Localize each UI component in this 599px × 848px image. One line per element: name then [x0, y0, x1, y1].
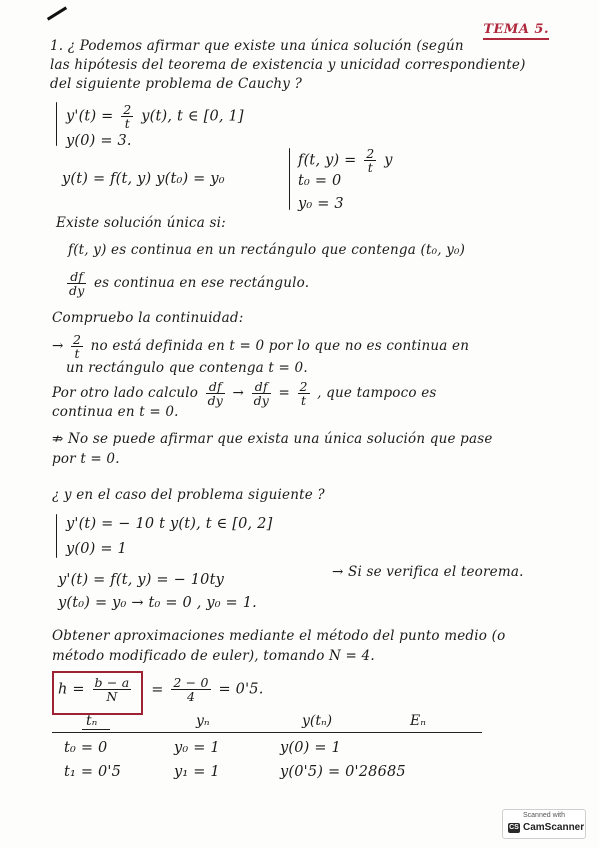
- table-row-0-y: y₀ = 1: [174, 740, 220, 756]
- table-rule: [52, 732, 482, 733]
- continuity-line-2: un rectángulo que contenga t = 0.: [66, 360, 308, 376]
- continuity-line-4: continua en t = 0.: [52, 404, 179, 420]
- table-header-yn: yₙ: [196, 713, 210, 729]
- problem-mapping: y(t) = f(t, y) y(t₀) = y₀: [62, 171, 225, 187]
- conclusion-line-1: ⇏ No se puede afirmar que exista una única solución que pase: [52, 431, 493, 447]
- mapping-y0: y₀ = 3: [298, 196, 344, 212]
- mapping-f: f(t, y) = $\frac{2}{t}$ y: [298, 146, 393, 176]
- system-1-equation: y'(t) = $\frac{2}{t}$ y(t), t ∈ [0, 1]: [66, 102, 244, 132]
- table-row-0-exact: y(0) = 1: [280, 740, 341, 756]
- continuity-line-3: Por otro lado calculo $\frac{df}{dy}$ → $\frac{df}{dy}$ = $\frac{2}{t}$ , que tampoco es: [52, 379, 437, 409]
- system-2-initial-condition: y(0) = 1: [66, 541, 127, 557]
- continuity-title: Compruebo la continuidad:: [52, 310, 244, 326]
- table-row-1-exact: y(0'5) = 0'28685: [280, 764, 406, 780]
- table-row-1-t: t₁ = 0'5: [64, 764, 122, 780]
- mapping-brace: [289, 148, 290, 210]
- mapping-t0: t₀ = 0: [298, 173, 342, 189]
- topic-heading: TEMA 5.: [483, 22, 549, 37]
- system-brace: [56, 102, 57, 146]
- table-row-0-t: t₀ = 0: [64, 740, 108, 756]
- condition-1: f(t, y) es continua en un rectángulo que contenga (t₀, y₀): [68, 242, 466, 258]
- continuity-line-1: → $\frac{2}{t}$ no está definida en t = 0 por lo que no es continua en: [52, 332, 470, 362]
- approximation-line-2: método modificado de euler), tomando N = 4.: [52, 648, 375, 664]
- table-row-1-y: y₁ = 1: [174, 764, 220, 780]
- header-underline: [82, 729, 110, 730]
- system-1-initial-condition: y(0) = 3.: [66, 133, 132, 149]
- camscanner-name: CamScanner: [523, 822, 585, 833]
- condition-2: $\frac{df}{dy}$ es continua en ese rectángulo.: [69, 269, 310, 299]
- camscanner-watermark: [502, 809, 586, 839]
- question-2-title: ¿ y en el caso del problema siguiente ?: [52, 487, 325, 503]
- question-1-line-1: 1. ¿ Podemos afirmar que existe una única solución (según: [50, 38, 464, 54]
- system-2-brace: [56, 514, 57, 558]
- system-2-mapping: y'(t) = f(t, y) = − 10ty: [58, 572, 224, 588]
- theorem-note: → Si se verifica el teorema.: [332, 564, 524, 580]
- conclusion-line-2: por t = 0.: [52, 451, 120, 467]
- scanned-with-text: Scanned with: [522, 812, 566, 819]
- pen-mark: [47, 6, 67, 20]
- condition-title: Existe solución única si:: [56, 215, 226, 231]
- approximation-line-1: Obtener aproximaciones mediante el método del punto medio (o: [52, 628, 506, 644]
- step-size-formula: h = $\frac{b - a}{N}$ = $\frac{2 - 0}{4}$ = 0'5.: [58, 675, 264, 705]
- question-1-line-3: del siguiente problema de Cauchy ?: [50, 76, 303, 92]
- system-2-equation: y'(t) = − 10 t y(t), t ∈ [0, 2]: [66, 516, 273, 532]
- table-header-ytn: y(tₙ): [302, 713, 333, 729]
- camscanner-logo-icon: CS: [509, 824, 519, 831]
- initial-values: y(t₀) = y₀ → t₀ = 0 , y₀ = 1.: [58, 595, 257, 611]
- table-header-tn: tₙ: [86, 713, 98, 729]
- table-header-en: Eₙ: [410, 713, 426, 729]
- question-1-line-2: las hipótesis del teorema de existencia y unicidad correspondiente): [50, 57, 526, 73]
